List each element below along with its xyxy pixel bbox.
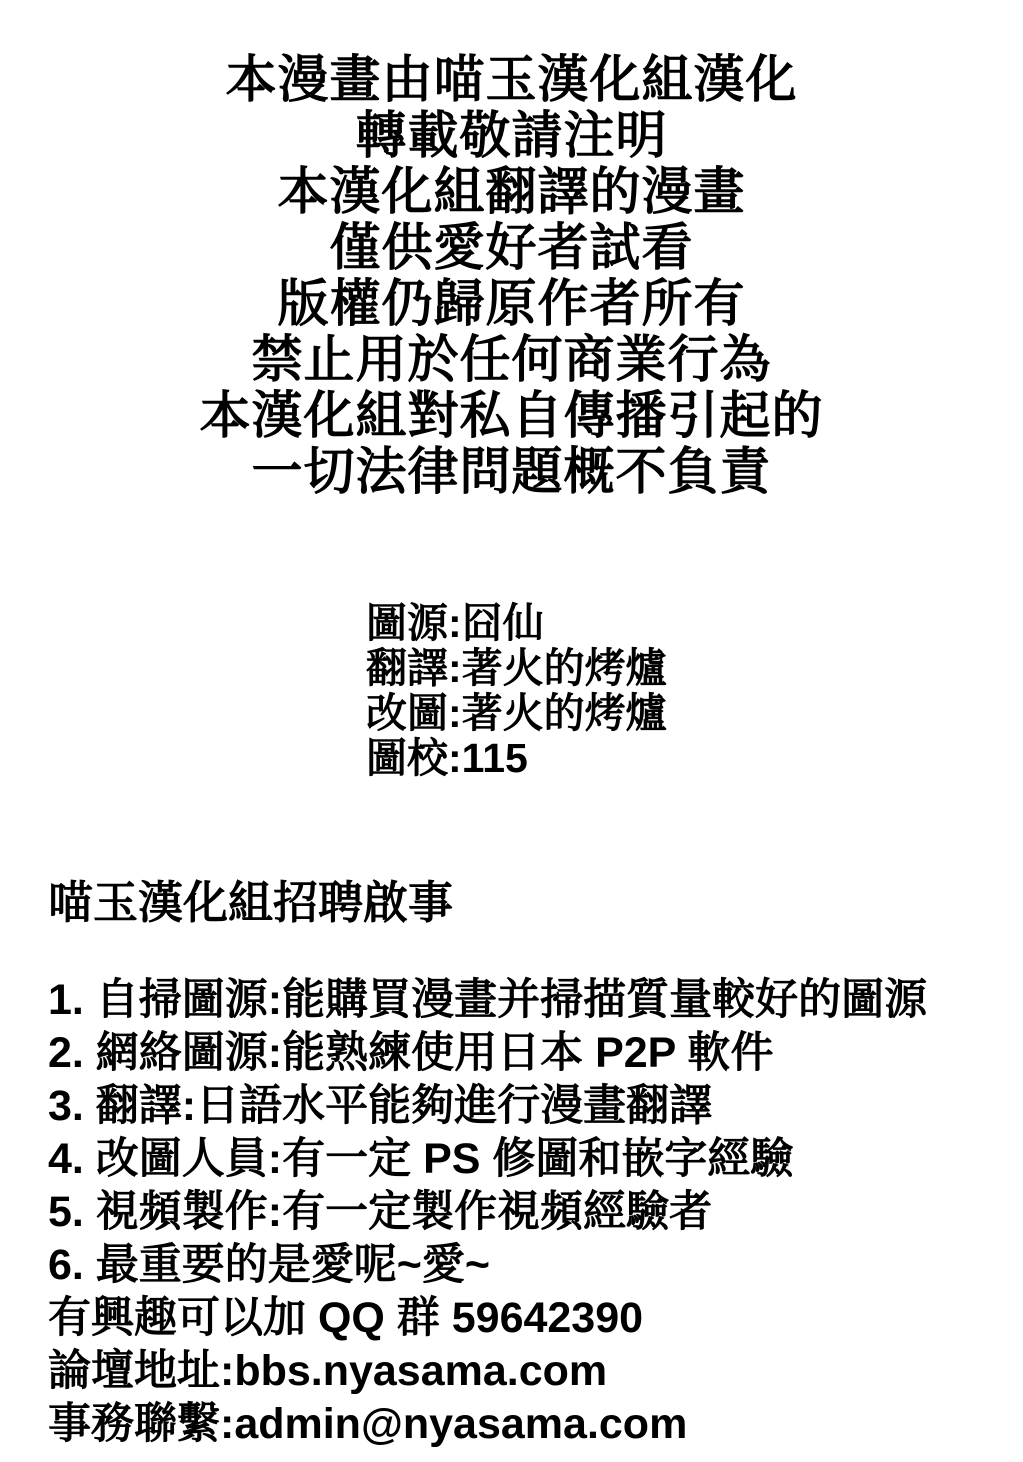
notice-line: 一切法律問題概不負責	[251, 443, 772, 500]
notice-line: 禁止用於任何商業行為	[251, 331, 772, 388]
credit-line-source: 圖源:囧仙	[366, 600, 544, 646]
contact-qq-line: 有興趣可以加 QQ 群 59642390	[48, 1294, 644, 1342]
recruitment-item: 4. 改圖人員:有一定 PS 修圖和嵌字經驗	[48, 1135, 794, 1183]
notice-line: 僅供愛好者試看	[329, 219, 694, 276]
recruitment-item: 1. 自掃圖源:能購買漫畫并掃描質量較好的圖源	[48, 976, 928, 1024]
credit-line-translator: 翻譯:著火的烤爐	[366, 645, 667, 691]
recruitment-item: 3. 翻譯:日語水平能夠進行漫畫翻譯	[48, 1082, 713, 1130]
contact-forum-line: 論壇地址:bbs.nyasama.com	[48, 1347, 608, 1395]
credit-line-editor: 改圖:著火的烤爐	[366, 690, 667, 736]
recruitment-item: 5. 視頻製作:有一定製作視頻經驗者	[48, 1188, 713, 1236]
recruitment-heading: 喵玉漢化組招聘啟事	[48, 877, 454, 928]
notice-line: 本漢化組對私自傳播引起的	[199, 387, 824, 444]
staff-credits-block	[366, 601, 667, 781]
notice-line: 版權仍歸原作者所有	[277, 275, 746, 332]
recruitment-item: 6. 最重要的是愛呢~愛~	[48, 1241, 491, 1289]
notice-line: 本漫畫由喵玉漢化組漢化	[225, 51, 798, 108]
notice-line: 本漢化組翻譯的漫畫	[277, 163, 746, 220]
notice-line: 轉載敬請注明	[355, 107, 668, 164]
scanlation-notice-block	[0, 52, 1023, 500]
contact-email-line: 事務聯繫:admin@nyasama.com	[48, 1400, 688, 1448]
recruitment-item: 2. 網絡圖源:能熟練使用日本 P2P 軟件	[48, 1029, 774, 1077]
credit-line-proofreader: 圖校:115	[366, 735, 528, 781]
recruitment-list	[48, 974, 927, 1451]
